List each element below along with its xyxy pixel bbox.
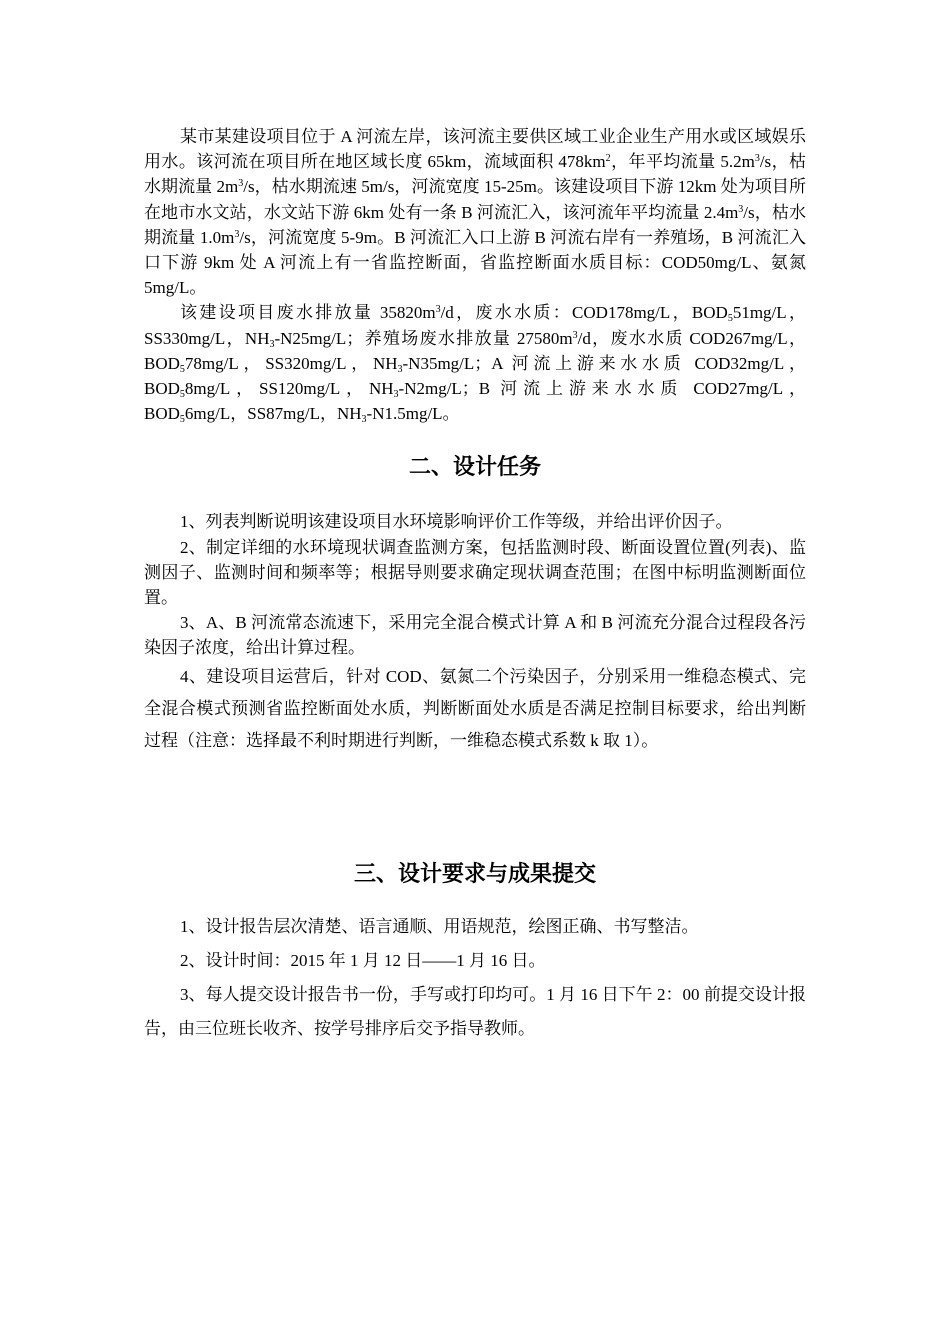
background-paragraph-2: 该建设项目废水排放量 $35820m^3/d$，废水水质：COD178mg/L，$BOD_551mg/L$，SS330mg/L，$NH_3-N25mg/L$；养殖场废水排放量 $27580m^3/d$，废水水质 COD267mg/L，$BOD_578mg/L$，SS320mg/L，$NH_3-N35mg/L$；A 河流上游来水水质 COD32mg/L，$BOD_58mg/L$，SS120mg/L，$NH_3-N2mg/L$；B 河流上游来水水质 COD27mg/L，$BOD_56mg/L$，SS87mg/L，$NH_3-N1.5mg/L$。 <box>144 303 806 426</box>
task-item-2: 2、制定详细的水环境现状调查监测方案，包括监测时段、断面设置位置(列表)、监测因子、监测时间和频率等；根据导则要求确定现状调查范围；在图中标明监测断面位置。 <box>144 537 806 608</box>
requirement-item-2: 2、设计时间：2015 年 1 月 12 日——1 月 16 日。 <box>180 950 546 970</box>
section-title-requirements: 三、设计要求与成果提交 <box>353 861 596 887</box>
task-item-4: 4、建设项目运营后，针对 COD、氨氮二个污染因子，分别采用一维稳态模式、完全混合模式预测省监控断面处水质，判断断面处水质是否满足控制目标要求，给出判断过程（注意：选择最不利时期进行判断，一维稳态模式系数 k 取 1）。 <box>144 666 806 750</box>
task-item-1: 1、列表判断说明该建设项目水环境影响评价工作等级，并给出评价因子。 <box>180 512 733 532</box>
section-title-design-tasks: 二、设计任务 <box>408 455 541 481</box>
task-item-3: 3、A、B 河流常态流速下，采用完全混合模式计算 A 和 B 河流充分混合过程段各污染因子浓度，给出计算过程。 <box>144 613 806 658</box>
background-paragraph-1: 某市某建设项目位于 A 河流左岸，该河流主要供区域工业企业生产用水或区域娱乐用水。该河流在项目所在地区域长度 65km，流域面积 $478km^2$，年平均流量 $5.2m^3/s$，枯水期流量 $2m^3/s$，枯水期流速 5m/s，河流宽度 15-25m。该建设项目下游 12km 处为项目所在地市水文站，水文站下游 6km 处有一条 B 河流汇入，该河流年平均流量 $2.4m^3/s$，枯水期流量 $1.0m^3/s$，河流宽度 5-9m。B 河流汇入口上游 B 河流右岸有一养殖场，B 河流汇入口下游 9km 处 A 河流上有一省监控断面，省监控断面水质目标：COD50mg/L、氨氮 5mg/L。 <box>144 127 807 298</box>
requirement-item-3: 3、每人提交设计报告书一份，手写或打印均可。1 月 16 日下午 2：00 前提交设计报告，由三位班长收齐、按学号排序后交予指导教师。 <box>144 984 806 1038</box>
requirement-item-1: 1、设计报告层次清楚、语言通顺、用语规范，绘图正确、书写整洁。 <box>180 916 699 936</box>
document-page <box>144 124 806 1046</box>
